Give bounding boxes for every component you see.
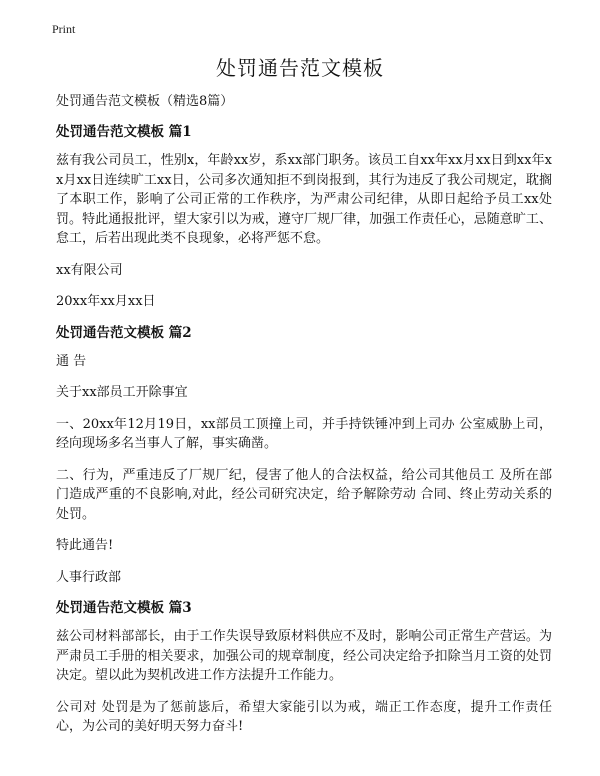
section-paragraph: 公司对 处罚是为了惩前毖后，希望大家能引以为戒，端正工作态度，提升工作责任心，为公司的美好明天努力奋斗!	[56, 699, 552, 734]
section-paragraph: 一、20xx年12月19日，xx部员工顶撞上司，并手持铁锤冲到上司办 公室威胁上司，经向现场多名当事人了解，事实确凿。	[56, 416, 552, 451]
notice-closing: 特此通告!	[56, 538, 114, 553]
notice-subject: 关于xx部员工开除事宜	[56, 385, 188, 400]
section-heading: 处罚通告范文模板 篇1	[56, 124, 192, 140]
company-signature: xx有限公司	[56, 262, 123, 278]
document-subtitle: 处罚通告范文模板（精选8篇）	[56, 94, 234, 109]
date-line: 20xx年xx月xx日	[56, 294, 156, 309]
notice-label: 通 告	[56, 353, 87, 369]
section-paragraph: 兹公司材料部部长，由于工作失误导致原材料供应不及时，影响公司正常生产营运。为严肃员工手册的相关要求，加强公司的规章制度，经公司决定给予扣除当月工资的处罚决定。望以此为契机改进工作方法提升工作能力。	[56, 629, 552, 683]
section-1	[56, 123, 552, 312]
page-title: 处罚通告范文模板	[216, 56, 384, 80]
section-heading: 处罚通告范文模板 篇2	[56, 324, 192, 341]
print-link[interactable]: Print	[52, 22, 76, 36]
section-paragraph: 兹有我公司员工，性别x，年龄xx岁，系xx部门职务。该员工自xx年xx月xx日到xx年xx月xx日连续旷工xx日，公司多次通知拒不到岗报到，其行为违反了我公司规定，耽搁了本职工作，影响了公司正常的工作秩序，为严肃公司纪律，从即日起给予员工xx处罚。特此通报批评，望大家引以为戒，遵守厂规厂律，加强工作责任心，忌随意旷工、怠工，后若出现此类不良现象，必将严惩不怠。	[56, 153, 552, 246]
department-signature: 人事行政部	[56, 569, 122, 585]
section-paragraph: 二、行为，严重违反了厂规厂纪，侵害了他人的合法权益，给公司其他员工 及所在部门造成严重的不良影响,对此，经公司研究决定，给予解除劳动 合同、终止劳动关系的处罚。	[56, 467, 552, 522]
section-heading: 处罚通告范文模板 篇3	[56, 600, 192, 616]
section-2	[56, 324, 552, 588]
document-body	[56, 93, 552, 749]
section-3	[56, 599, 552, 737]
